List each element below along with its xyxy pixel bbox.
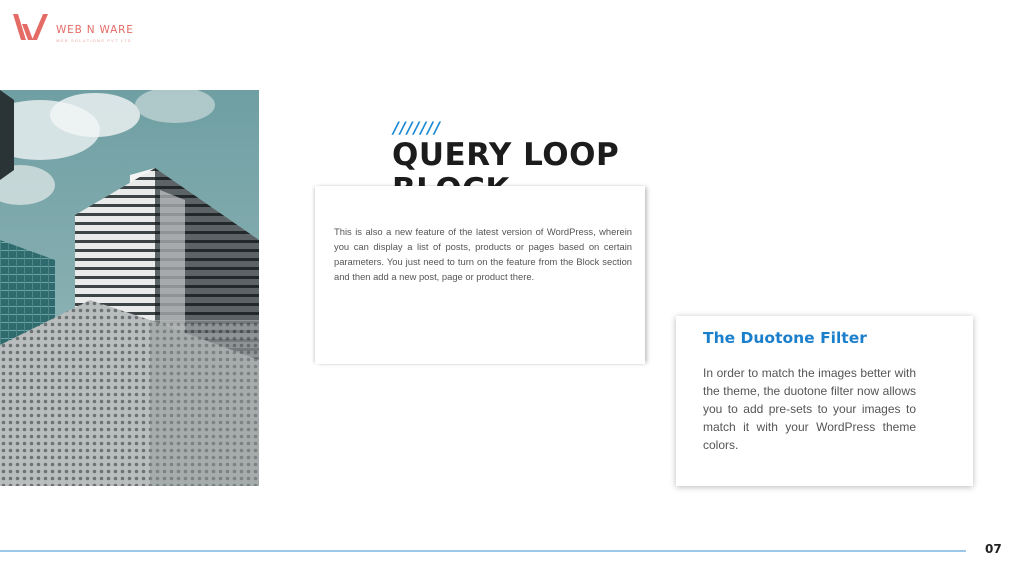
title-decoration: /////// xyxy=(393,118,441,137)
footer-rule xyxy=(0,550,966,552)
callout-text: In order to match the images better with the theme, the duotone filter now allows you to add pre-sets to your images to match it with your WordPress theme colors. xyxy=(703,366,916,452)
logo-mark-icon xyxy=(10,10,52,44)
callout-heading: The Duotone Filter xyxy=(703,329,867,347)
brand-tagline: WEB SOLUTIONS PVT LTD xyxy=(56,38,132,43)
description-text: This is also a new feature of the latest version of WordPress, wherein you can display a list of posts, products or pages based on certain parameters. You just need to turn on the feature from the Block section and then add a new post, page or product there. xyxy=(334,226,632,282)
section-title: QUERY LOOP xyxy=(392,137,620,173)
building-photo xyxy=(0,90,259,486)
page-number: 07 xyxy=(985,542,1002,556)
callout-card xyxy=(676,316,973,486)
brand-name: WEB N WARE xyxy=(56,24,134,36)
brand-logo xyxy=(10,10,150,46)
